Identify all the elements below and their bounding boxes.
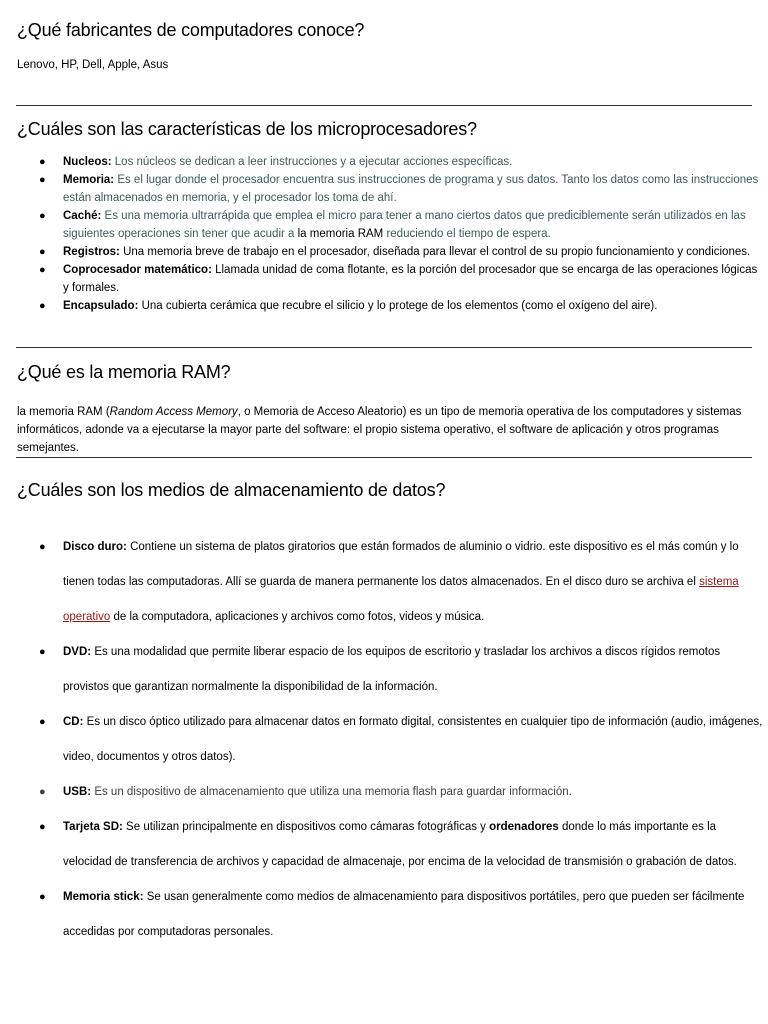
term: Nucleos: — [63, 156, 112, 168]
term: DVD: — [63, 646, 92, 658]
term: USB: — [63, 786, 92, 798]
list-item: ● Nucleos: Los núcleos se dedican a leer instrucciones y a ejecutar acciones específicas. — [39, 156, 513, 168]
term: CD: — [63, 716, 84, 728]
term: Tarjeta SD: — [63, 821, 123, 833]
manufacturers-answer: Lenovo, HP, Dell, Apple, Asus — [17, 59, 169, 71]
storage-list — [17, 530, 767, 950]
term: Disco duro: — [63, 541, 127, 553]
list-item: ● Encapsulado: Una cubierta cerámica que recubre el silicio y lo protege de los elementos (como el oxígeno del aire). — [39, 300, 658, 312]
heading-microprocessors: ¿Cuáles son las características de los microprocesadores? — [17, 119, 477, 139]
ram-paragraph: la memoria RAM (Random Access Memory, o Memoria de Acceso Aleatorio) es un tipo de memoria operativa de los computadores y sistemas informáticos, adonde va a ejecutarse la mayor parte del software: el propio sistema operativo, el software de aplicación y otros programas semejantes. — [17, 406, 742, 454]
list-item: ● USB: Es un dispositivo de almacenamiento que utiliza una memoria flash para guardar información. — [39, 786, 572, 798]
heading-manufacturers: ¿Qué fabricantes de computadores conoce? — [17, 20, 365, 40]
list-item: ● Caché: Es una memoria ultrarrápida que emplea el micro para tener a mano ciertos datos que prediciblemente serán utilizados en las siguientes operaciones sin tener que acudir a la memoria RAM reduciendo el tiempo de espera. — [39, 210, 746, 240]
list-item: ● Disco duro: Contiene un sistema de platos giratorios que están formados de aluminio o vidrio. este dispositivo es el más común y lo tienen todas las computadoras. Allí se guarda de manera permanente los datos almacenados. En el disco duro se archiva el sistema operativo de la computadora, aplicaciones y archivos como fotos, videos y música. — [39, 541, 739, 623]
divider — [16, 457, 752, 458]
term: Memoria stick: — [63, 891, 144, 903]
term: Coprocesador matemático: — [63, 264, 212, 276]
divider — [16, 347, 752, 348]
divider — [16, 105, 752, 106]
list-item: ● Tarjeta SD: Se utilizan principalmente en dispositivos como cámaras fotográficas y ordenadores donde lo más importante es la velocidad de transferencia de archivos y capacidad de almacenaje, por encima de la velocidad de transmisión o grabación de datos. — [39, 821, 737, 868]
list-item: ● Coprocesador matemático: Llamada unidad de coma flotante, es la porción del procesador que se encarga de las operaciones lógicas y formales. — [39, 264, 758, 294]
list-item: ● Registros: Una memoria breve de trabajo en el procesador, diseñada para llevar el control de su propio funcionamiento y condiciones. — [39, 246, 751, 258]
term: Encapsulado: — [63, 300, 139, 312]
list-item: ● DVD: Es una modalidad que permite liberar espacio de los equipos de escritorio y trasladar los archivos a discos rígidos remotos provistos que garantizan normalmente la disponibilidad de la información. — [39, 646, 721, 693]
list-item: ● Memoria: Es el lugar donde el procesador encuentra sus instrucciones de programa y sus datos. Tanto los datos como las instrucciones están almacenados en memoria, y el procesador los toma de ahí. — [39, 174, 759, 204]
term: Registros: — [63, 246, 120, 258]
term: Memoria: — [63, 174, 115, 186]
term: Caché: — [63, 210, 102, 222]
heading-ram: ¿Qué es la memoria RAM? — [17, 362, 231, 382]
sistema-operativo-link[interactable]: sistema operativo — [63, 576, 739, 623]
list-item: ● CD: Es un disco óptico utilizado para almacenar datos en formato digital, consistentes en cualquier tipo de información (audio, imágenes, video, documentos y otros datos). — [39, 716, 763, 763]
microprocessor-list — [17, 153, 763, 315]
list-item: ● Memoria stick: Se usan generalmente como medios de almacenamiento para dispositivos portátiles, pero que pueden ser fácilmente accedidas por computadoras personales. — [39, 891, 745, 938]
heading-storage: ¿Cuáles son los medios de almacenamiento de datos? — [17, 480, 446, 500]
